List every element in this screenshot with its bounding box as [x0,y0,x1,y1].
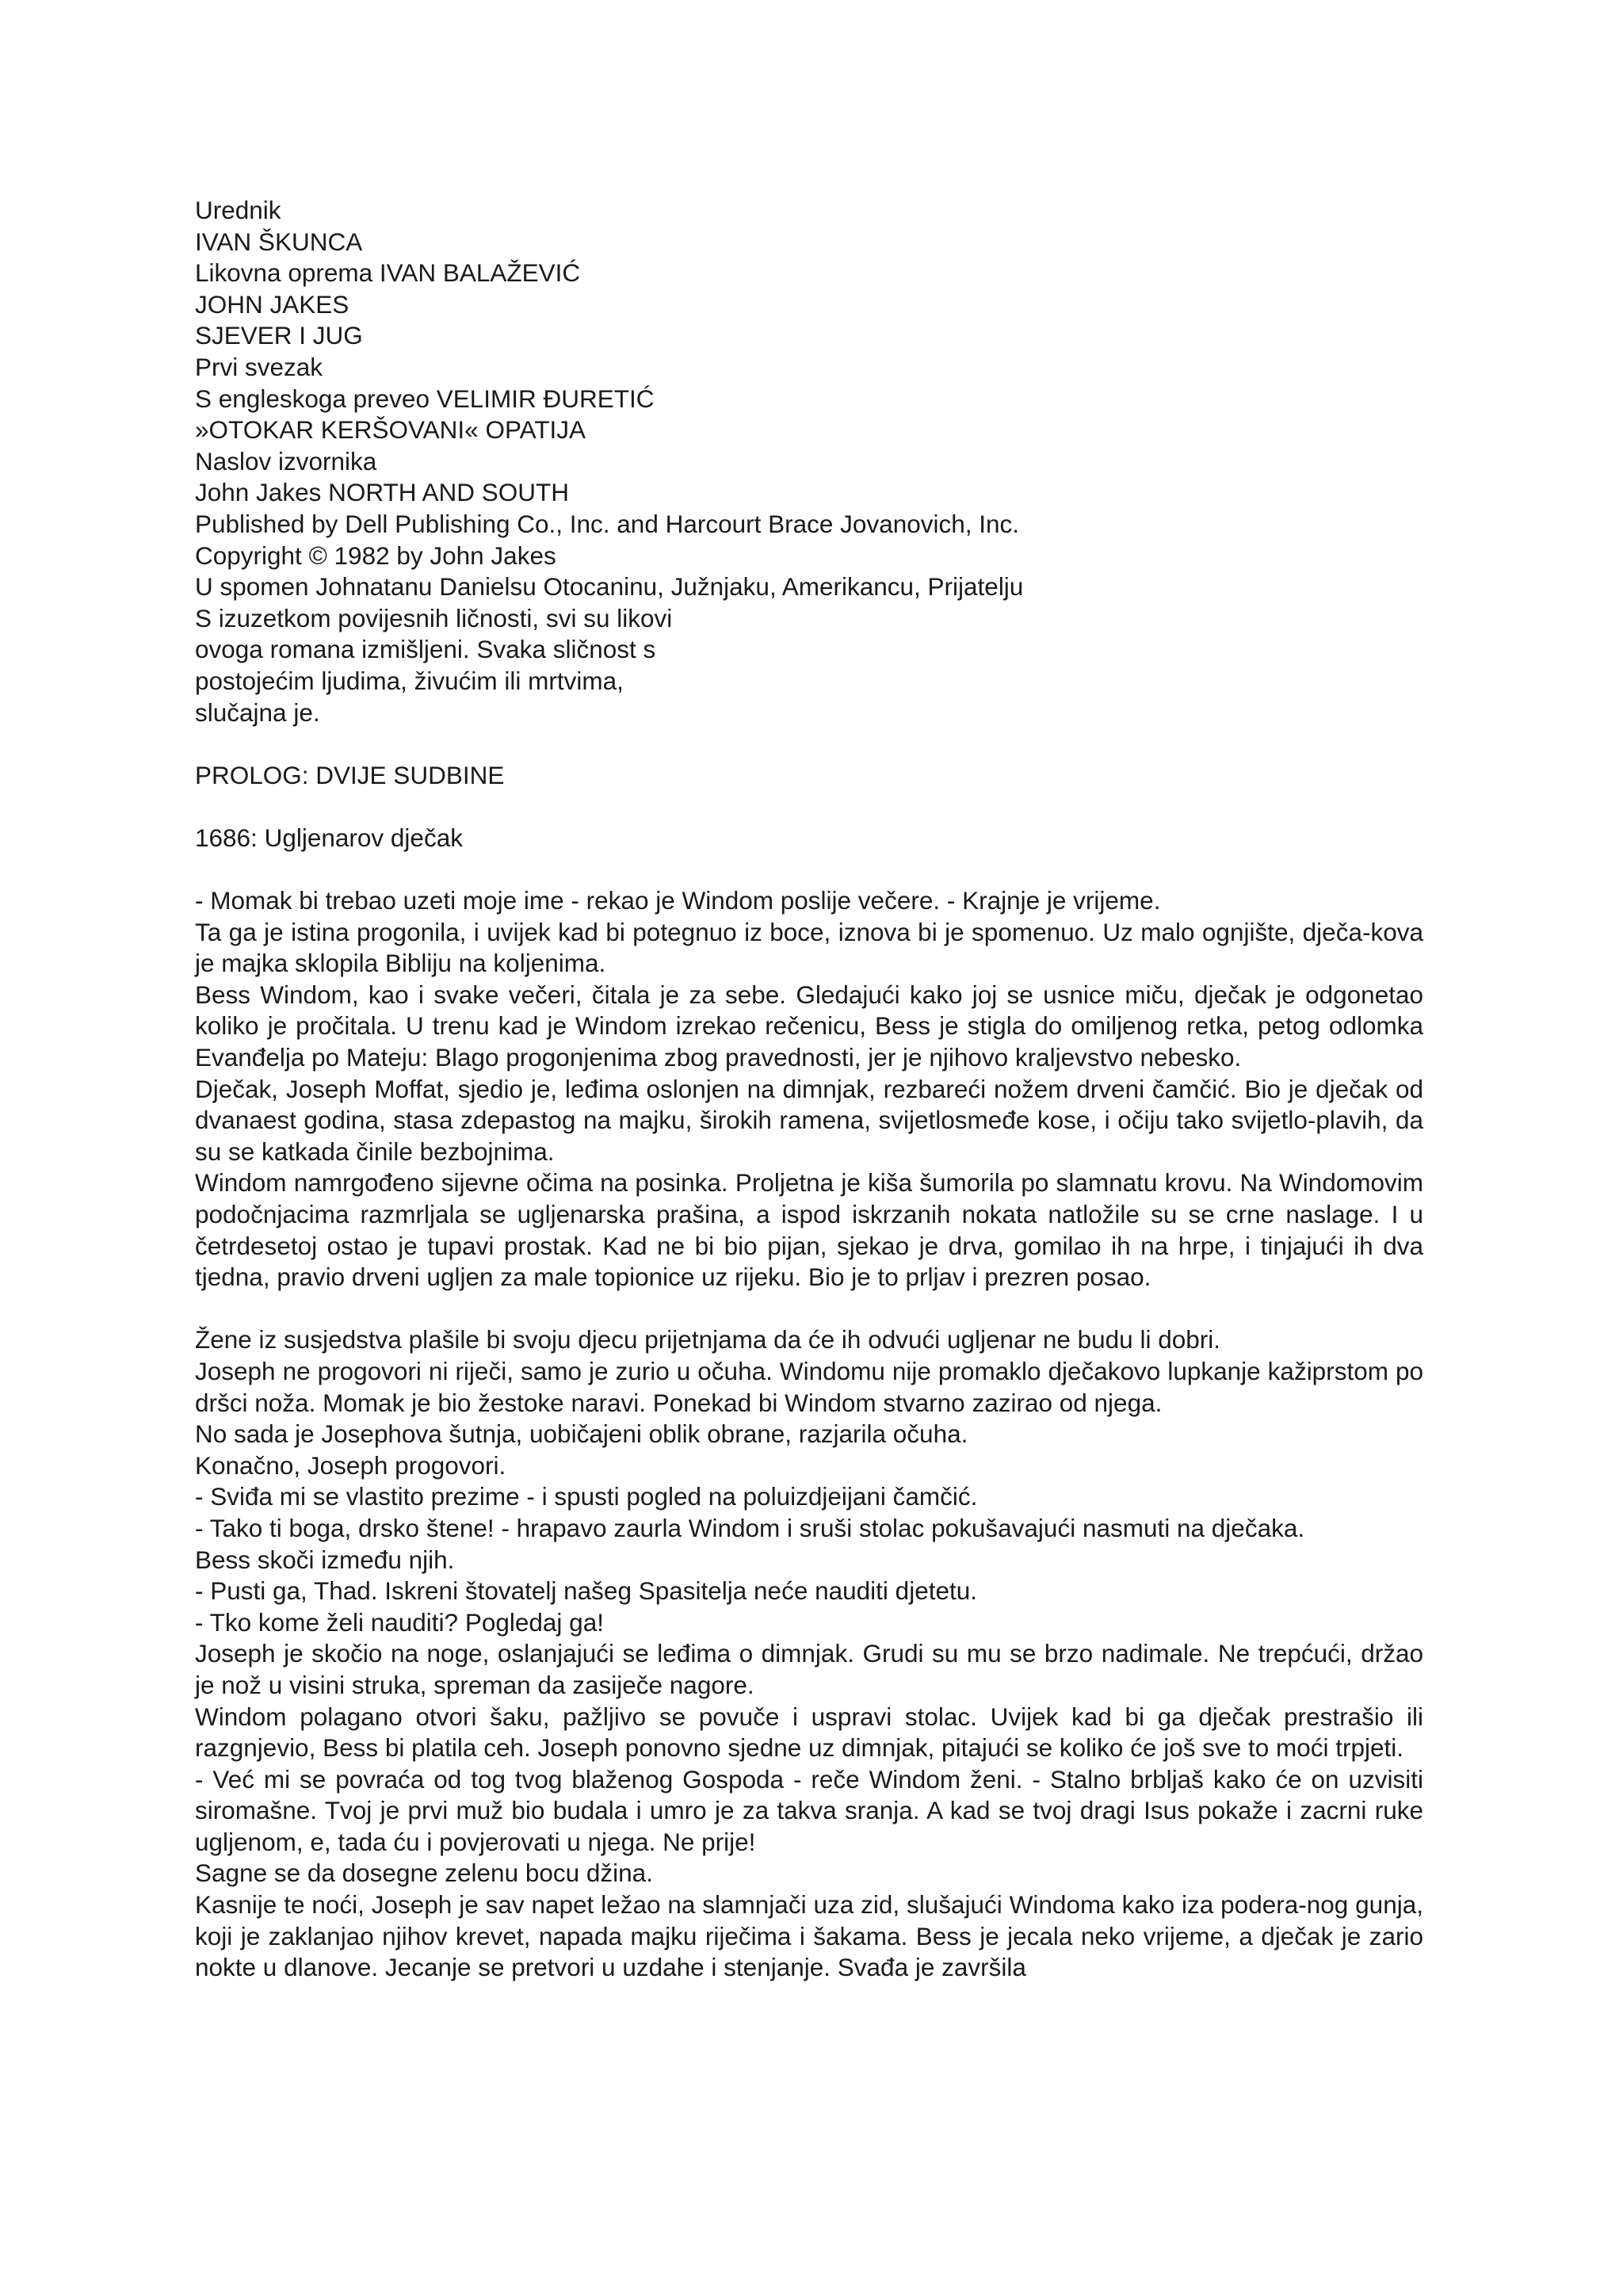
front-matter-line: Naslov izvornika [195,446,377,476]
document-page [195,195,1423,1984]
paragraph: Konačno, Joseph progovori. [195,1450,506,1480]
spacer [195,1293,1423,1325]
body-text-part-1 [195,885,1423,1293]
front-matter-line: JOHN JAKES [195,289,349,319]
paragraph: - Tko kome želi nauditi? Pogledaj ga! [195,1607,604,1637]
front-matter-line: IVAN ŠKUNCA [195,227,363,256]
paragraph: - Pusti ga, Thad. Iskreni štovatelj našeg Spasitelja neće nauditi djetetu. [195,1576,978,1606]
spacer [195,854,1423,885]
front-matter-line: postojećim ljudima, živućim ili mrtvima, [195,666,624,695]
spacer [195,791,1423,823]
front-matter-line: Urednik [195,196,281,224]
paragraph: Joseph ne progovori ni riječi, samo je zurio u očuha. Windomu nije promaklo dječakovo lupkanje kažiprstom po dršci noža. Momak je bio žestoke naravi. Ponekad bi Windom stvarno zazirao od njega. [195,1356,1423,1417]
paragraph: Bess Windom, kao i svake večeri, čitala je za sebe. Gledajući kako joj se usnice miču, dječak je odgonetao koliko je pročitala. U trenu kad je Windom izrekao rečenicu, Bess je stigla do omiljenog retka, petog odlomka Evanđelja po Mateju: Blago progonjenima zbog pravednosti, jer je njihovo kraljevstvo nebesko. [195,980,1423,1072]
paragraph: - Momak bi trebao uzeti moje ime - rekao je Windom poslije večere. - Krajnje je vrijeme. [195,886,1161,915]
spacer [195,728,1423,760]
paragraph: - Već mi se povraća od tog tvog blaženog Gospoda - reče Windom ženi. - Stalno brbljaš kako će on uzvisiti siromašne. Tvoj je prvi muž bio budala i umro je za takva sranja. A kad se tvoj dragi Isus pokaže i zacrni ruke ugljenom, e, tada ću i povjerovati u njega. Ne prije! [195,1764,1423,1856]
front-matter-line: John Jakes NORTH AND SOUTH [195,478,570,507]
front-matter-line: »OTOKAR KERŠOVANI« OPATIJA [195,415,586,445]
front-matter-line: Prvi svezak [195,352,323,381]
front-matter-line: U spomen Johnatanu Danielsu Otocaninu, Južnjaku, Amerikancu, Prijatelju [195,572,1024,602]
front-matter-line: Published by Dell Publishing Co., Inc. and Harcourt Brace Jovanovich, Inc. [195,509,1020,538]
paragraph: No sada je Josephova šutnja, uobičajeni oblik obrane, razjarila očuha. [195,1419,968,1449]
paragraph: Windom polagano otvori šaku, pažljivo se povuče i uspravi stolac. Uvijek kad bi ga dječak prestrašio ili razgnjevio, Bess bi platila ceh. Joseph ponovno sjedne uz dimnjak, pitajući se koliko će još sve to moći trpjeti. [195,1702,1423,1763]
paragraph: Žene iz susjedstva plašile bi svoju djecu prijetnjama da će ih odvući ugljenar ne budu li dobri. [195,1325,1220,1354]
paragraph: Bess skoči između njih. [195,1545,455,1574]
prologue-title: PROLOG: DVIJE SUDBINE [195,760,505,789]
paragraph: Windom namrgođeno sijevne očima na posinka. Proljetna je kiša šumorila po slamnatu krovu. Na Windomovim podočnjacima razmrljala se ugljenarska prašina, a ispod iskrzanih nokata natložile su se crne naslage. I u četrdesetoj ostao je tupavi prostak. Kad ne bi bio pijan, sjekao je drva, gomilao ih na hrpe, i tinjajući ih dva tjedna, pravio drveni ugljen za male topionice uz rijeku. Bio je to prljav i prezren posao. [195,1168,1423,1292]
paragraph: Dječak, Joseph Moffat, sjedio je, leđima oslonjen na dimnjak, rezbareći nožem drveni čamčić. Bio je dječak od dvanaest godina, stasa zdepastog na majku, širokih ramena, svijetlosmeđe kose, i očiju tako svijetlo-plavih, da su se katkada činile bezbojnima. [195,1074,1423,1166]
front-matter-line: ovoga romana izmišljeni. Svaka sličnost s [195,635,656,664]
paragraph: Joseph je skočio na noge, oslanjajući se leđima o dimnjak. Grudi su mu se brzo nadimale. Ne trepćući, držao je nož u visini struka, spreman da zasiječe nagore. [195,1639,1423,1699]
chapter-title: 1686: Ugljenarov dječak [195,823,463,852]
paragraph: - Sviđa mi se vlastito prezime - i spusti pogled na poluizdjeijani čamčić. [195,1482,978,1511]
front-matter-line: Copyright © 1982 by John Jakes [195,541,556,570]
front-matter-line: S izuzetkom povijesnih ličnosti, svi su likovi [195,603,673,632]
paragraph: Sagne se da dosegne zelenu bocu džina. [195,1859,653,1888]
front-matter-line: slučajna je. [195,697,320,727]
front-matter-line: SJEVER I JUG [195,321,363,350]
front-matter-line: Likovna oprema IVAN BALAŽEVIĆ [195,258,581,288]
front-matter [195,195,1423,728]
paragraph: - Tako ti boga, drsko štene! - hrapavo zaurla Windom i sruši stolac pokušavajući nasmuti na dječaka. [195,1513,1305,1542]
front-matter-line: S engleskoga preveo VELIMIR ĐURETIĆ [195,384,655,413]
body-text-part-2 [195,1324,1423,1983]
paragraph: Kasnije te noći, Joseph je sav napet ležao na slamnjači uza zid, slušajući Windoma kako iza podera-nog gunja, koji je zaklanjao njihov krevet, napada majku riječima i šakama. Bess je jecala neko vrijeme, a dječak je zario nokte u dlanove. Jecanje se pretvori u uzdahe i stenjanje. Svađa je završila [195,1890,1423,1982]
paragraph: Ta ga je istina progonila, i uvijek kad bi potegnuo iz boce, iznova bi je spomenuo. Uz malo ognjište, dječa-kova je majka sklopila Bibliju na koljenima. [195,917,1423,978]
